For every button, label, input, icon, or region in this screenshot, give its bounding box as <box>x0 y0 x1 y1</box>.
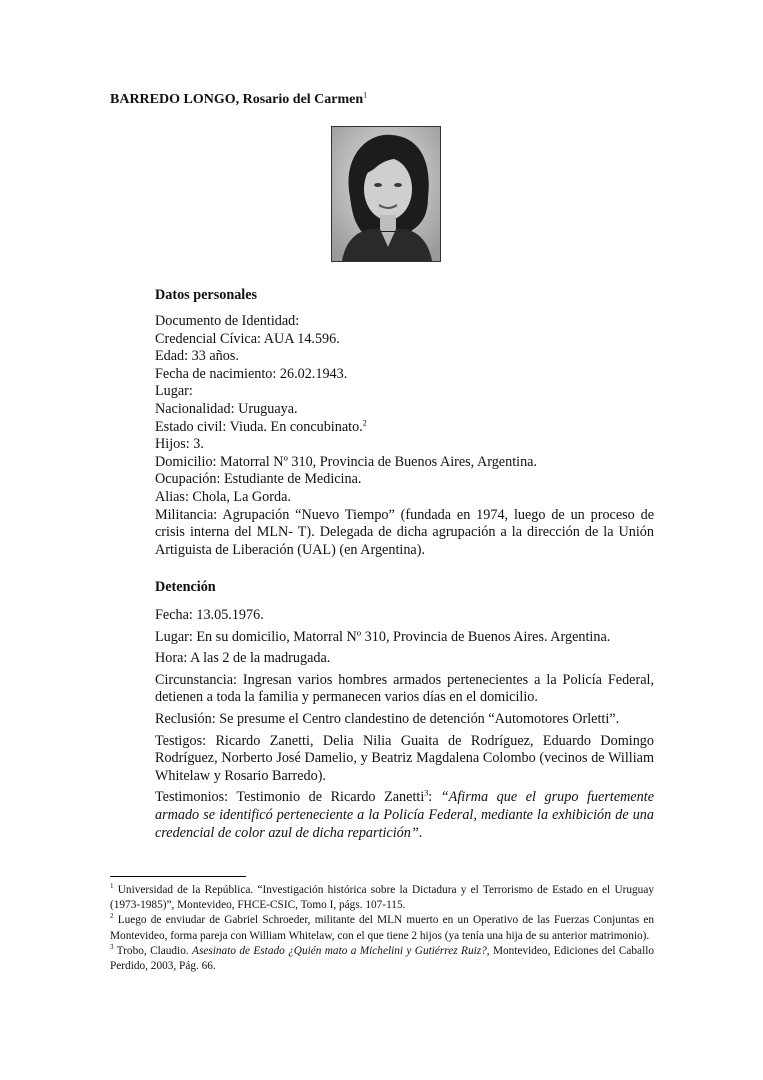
domicilio-line: Domicilio: Matorral Nº 310, Provincia de Buenos Aires, Argentina. <box>155 453 538 470</box>
estado-text: Estado civil: Viuda. En concubinato. <box>155 418 363 435</box>
nacionalidad-line: Nacionalidad: Uruguaya. <box>155 400 298 417</box>
fecha-line: Fecha: 13.05.1976. <box>155 607 264 623</box>
lugar-line: Lugar: <box>155 383 193 400</box>
footnote-2 <box>110 913 654 943</box>
estado-line <box>155 419 654 437</box>
testimonios-quote: “Afirma que el grupo fuertemente armado se identificó perteneciente a la Policía Federal, mediante la exhibición de una credencial de color azul de dicha repartición” <box>155 789 654 841</box>
lugar-detention-line: Lugar: En su domicilio, Matorral Nº 310, Provincia de Buenos Aires. Argentina. <box>155 628 611 645</box>
testimonios-line <box>155 789 654 842</box>
footnote-ref-3[interactable]: 3 <box>424 788 429 798</box>
section-heading-personal: Datos personales <box>155 287 258 303</box>
footnote-num-2: 2 <box>110 912 114 921</box>
militancia-line: Militancia: Agrupación “Nuevo Tiempo” (fundada en 1974, luego de un proceso de crisis interna del MLN- T). Delegada de dicha agrupación a la dirección de la Unión Artiguista de Liberación (UAL) (en Argentina). <box>155 506 654 558</box>
hora-line: Hora: A las 2 de la madrugada. <box>155 650 331 667</box>
hijos-line: Hijos: 3. <box>155 436 204 453</box>
detention-block <box>155 607 654 842</box>
footnote-text-1: Universidad de la República. “Investigación histórica sobre la Dictadura y el Terrorismo de Estado en el Uruguay (1973-1985)”, Montevideo, FHCE-CSIC, Tomo I, págs. 107-115. <box>110 884 654 912</box>
personal-data-block <box>155 313 654 559</box>
doc-line: Documento de Identidad: <box>155 313 300 329</box>
testigos-line: Testigos: Ricardo Zanetti, Delia Nilia Guaita de Rodríguez, Eduardo Domingo Rodríguez, Norberto José Damelio, y Beatriz Magdalena Colombo (vecinos de William Whitelaw y Rosario Barredo). <box>155 732 654 784</box>
footnote-text-2: Luego de enviudar de Gabriel Schroeder, militante del MLN muerto en un Operativo de las Fuerzas Conjuntas en Montevideo, forma pareja con William Whitelaw, con el que tiene 2 hijos (ya tenía una hija de su anterior matrimonio). <box>110 914 654 942</box>
footnote-num-1: 1 <box>110 882 114 891</box>
footnote-3 <box>110 944 654 974</box>
edad-line: Edad: 33 años. <box>155 348 239 365</box>
testimonios-end: . <box>418 824 423 841</box>
ocupacion-line: Ocupación: Estudiante de Medicina. <box>155 471 362 488</box>
circunstancia-line: Circunstancia: Ingresan varios hombres armados pertenecientes a la Policía Federal, detienen a toda la familia y permanecen varios días en el domicilio. <box>155 671 654 706</box>
footnote-divider <box>110 876 246 877</box>
testimonios-colon: : <box>428 789 441 806</box>
footnote-ref-1[interactable]: 1 <box>363 90 368 100</box>
person-title <box>110 92 367 108</box>
reclusion-line: Reclusión: Se presume el Centro clandestino de detención “Automotores Orletti”. <box>155 710 620 727</box>
footnotes <box>110 883 654 974</box>
footnote-prefix-3: Trobo, Claudio. <box>113 944 193 957</box>
credencial-line: Credencial Cívica: AUA 14.596. <box>155 330 340 347</box>
testimonios-prefix: Testimonios: Testimonio de Ricardo Zanetti <box>155 789 425 806</box>
person-name: BARREDO LONGO, Rosario del Carmen <box>110 92 364 107</box>
footnote-book-title-3: Asesinato de Estado ¿Quién mato a Michelini y Gutiérrez Ruiz? <box>192 944 487 957</box>
alias-line: Alias: Chola, La Gorda. <box>155 488 291 505</box>
nacimiento-line: Fecha de nacimiento: 26.02.1943. <box>155 365 348 382</box>
footnote-ref-2[interactable]: 2 <box>362 417 367 427</box>
footnote-num-3: 3 <box>110 943 114 952</box>
portrait-photo <box>331 126 441 262</box>
section-heading-detention: Detención <box>155 579 216 595</box>
footnote-suffix-3: , Montevideo, Ediciones del Caballo Perdido, 2003, Pág. 66. <box>110 944 654 973</box>
portrait-photo-icon <box>332 127 440 261</box>
footnote-1 <box>110 883 654 913</box>
